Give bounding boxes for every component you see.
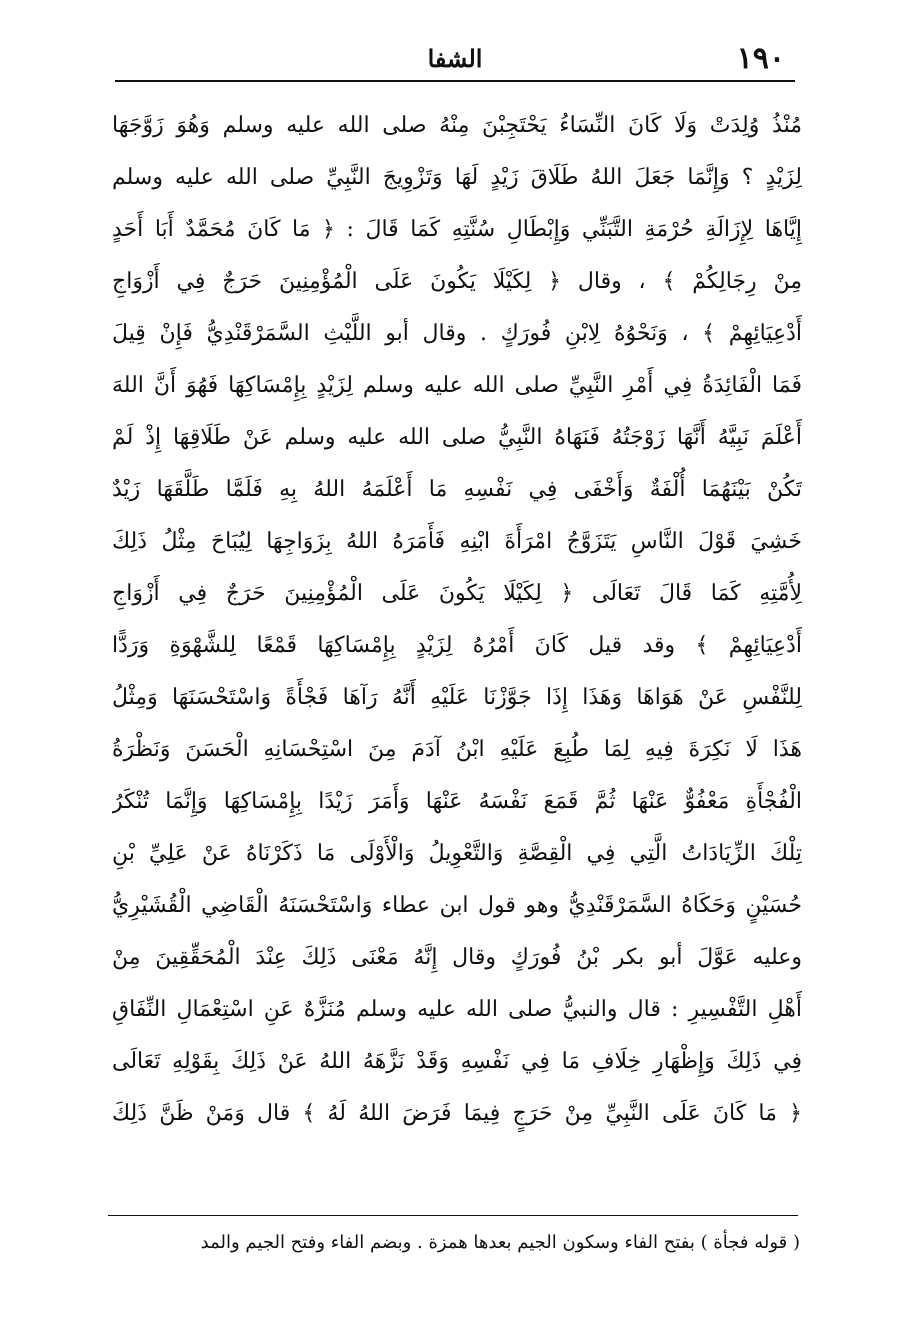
text-line: مُنْذُ وُلِدَتْ وَلَا كَانَ النِّسَاءُ يَحْتَجِبْنَ مِنْهُ صلى الله عليه وسلم وَهُوَ زَوَّجَهَا — [112, 113, 802, 138]
footnote: ( قوله فجأة ) بفتح الفاء وسكون الجيم بعدها همزة . وبضم الفاء وفتح الجيم والمد — [200, 1232, 800, 1253]
text-line: ﴿ مَا كَانَ عَلَى النَّبِيِّ مِنْ حَرَجٍ فِيمَا فَرَضَ اللهُ لَهُ ﴾ قال وَمَنْ ظَنَّ ذَلِكَ — [112, 1101, 802, 1126]
text-line: أَدْعِيَائِهِمْ ﴾ ، وَنَحْوُهُ لِابْنِ فُورَكٍ . وقال أبو اللَّيْثِ السَّمَرْقَنْدِيُّ فَإِنْ قِيلَ — [112, 321, 802, 346]
text-line: فِي ذَلِكَ وَإِظْهَارِ خِلَافِ مَا فِي نَفْسِهِ وَقَدْ نَزَّهَهُ اللهُ عَنْ ذَلِكَ بِقَوْلِهِ تَعَالَى — [112, 1049, 802, 1074]
text-line: خَشِيَ قَوْلَ النَّاسِ يَتَزَوَّجُ امْرَأَةَ ابْنِهِ فَأَمَرَهُ اللهُ بِزَوَاجِهَا لِيُبَاحَ مِثْلُ ذَلِكَ — [112, 529, 802, 554]
text-line: هَذَا لَا نَكِرَةَ فِيهِ لِمَا طُبِعَ عَلَيْهِ ابْنُ آدَمَ مِنَ اسْتِحْسَانِهِ الْحَسَنَ وَنَظْرَةُ — [112, 737, 802, 762]
text-line: فَمَا الْفَائِدَةُ فِي أَمْرِ النَّبِيِّ صلى الله عليه وسلم لِزَيْدٍ بِإِمْسَاكِهَا فَهُوَ أَنَّ اللهَ — [112, 373, 802, 398]
page-number: ١٩٠ — [736, 41, 785, 76]
footnote-rule — [108, 1215, 798, 1216]
text-line: أَهْلِ التَّفْسِيرِ : قال والنبيُّ صلى الله عليه وسلم مُنَزَّهٌ عَنِ اسْتِعْمَالِ النِّفَاقِ — [112, 997, 802, 1022]
body-text — [112, 100, 802, 1140]
text-line: إِيَّاهَا لِإِزَالَةِ حُرْمَةِ التَّبَنِّي وَإِبْطَالِ سُنَّتِهِ كَمَا قَالَ : ﴿ مَا كَانَ مُحَمَّدٌ أَبَا أَحَدٍ — [112, 217, 802, 242]
text-line: تِلْكَ الزِّيَادَاتُ الَّتِي فِي الْقِصَّةِ وَالتَّعْوِيلُ وَالْأَوْلَى مَا ذَكَرْنَاهُ عَنْ عَلِيِّ بْنِ — [112, 841, 802, 866]
text-line: الْفُجْأَةِ مَعْفُوٌّ عَنْهَا ثُمَّ قَمَعَ نَفْسَهُ عَنْهَا وَأَمَرَ زَيْدًا بِإِمْسَاكِهَا وَإِنَّمَا تُنْكَرُ — [112, 789, 802, 814]
text-line: لِأُمَّتِهِ كَمَا قَالَ تَعَالَى ﴿ لِكَيْلَا يَكُونَ عَلَى الْمُؤْمِنِينَ حَرَجٌ فِي أَزْوَاجِ — [112, 581, 802, 606]
header-rule — [115, 80, 795, 82]
running-title: الشفا — [427, 44, 483, 73]
text-line: لِزَيْدٍ ؟ وَإِنَّمَا جَعَلَ اللهُ طَلَاقَ زَيْدٍ لَهَا وَتَزْوِيجَ النَّبِيِّ صلى الله عليه وسلم — [112, 165, 802, 190]
text-line: أَدْعِيَائِهِمْ ﴾ وقد قيل كَانَ أَمْرُهُ لِزَيْدٍ بِإِمْسَاكِهَا قَمْعًا لِلشَّهْوَةِ وَرَدًّا — [112, 633, 802, 658]
text-line: لِلنَّفْسِ عَنْ هَوَاهَا وَهَذَا إِذَا جَوَّزْنَا عَلَيْهِ أَنَّهُ رَآهَا فَجْأَةً وَاسْتَحْسَنَهَا وَمِثْلُ — [112, 685, 802, 710]
text-line: حُسَيْنٍ وَحَكَاهُ السَّمَرْقَنْدِيُّ وهو قول ابن عطاء وَاسْتَحْسَنَهُ الْقَاضِي الْقُشَيْرِيُّ — [112, 893, 802, 918]
text-line: تَكُنْ بَيْنَهُمَا أُلْفَةٌ وَأَخْفَى فِي نَفْسِهِ مَا أَعْلَمَهُ اللهُ بِهِ فَلَمَّا طَلَّقَهَا زَيْدٌ — [112, 477, 802, 502]
page-header — [115, 38, 795, 78]
text-line: أَعْلَمَ نَبِيَّهُ أَنَّهَا زَوْجَتُهُ فَنَهَاهُ النَّبِيُّ صلى الله عليه وسلم عَنْ طَلَاقِهَا إِذْ لَمْ — [112, 425, 802, 450]
text-line: مِنْ رِجَالِكُمْ ﴾ ، وقال ﴿ لِكَيْلَا يَكُونَ عَلَى الْمُؤْمِنِينَ حَرَجٌ فِي أَزْوَاجِ — [112, 269, 802, 294]
text-line: وعليه عَوَّلَ أبو بكر بْنُ فُورَكٍ وقال إِنَّهُ مَعْنَى ذَلِكَ عِنْدَ الْمُحَقِّقِينَ مِنْ — [112, 945, 802, 970]
